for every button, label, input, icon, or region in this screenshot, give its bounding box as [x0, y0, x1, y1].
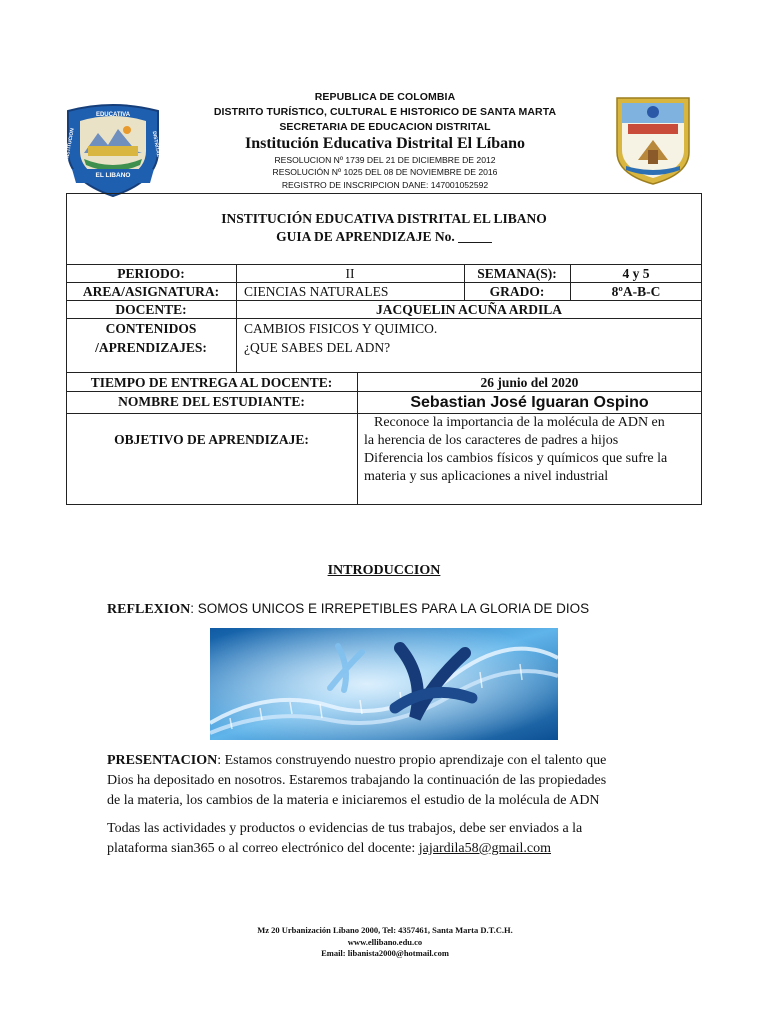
- grado-label: GRADO:: [489, 284, 545, 299]
- nombre-value: Sebastian José Iguaran Ospino: [410, 394, 649, 411]
- objetivo-label: OBJETIVO DE APRENDIZAJE:: [114, 432, 309, 447]
- row-divider: [66, 391, 702, 392]
- semana-label: SEMANA(S):: [477, 266, 557, 281]
- header-republic: REPUBLICA DE COLOMBIA: [314, 91, 456, 103]
- header-resolution-2: RESOLUCIÓN Nº 1025 DEL 08 DE NOVIEMBRE DE 2016: [272, 167, 498, 177]
- header-institution-title: Institución Educativa Distrital El Líbano: [244, 135, 526, 152]
- reflexion-text: : SOMOS UNICOS E IRREPETIBLES PARA LA GLORIA DE DIOS: [190, 601, 590, 616]
- row-divider: [66, 413, 702, 414]
- area-label: AREA/ASIGNATURA:: [82, 284, 220, 299]
- entrega-line-1: Todas las actividades y productos o evidencias de tus trabajos, debe ser enviados a la: [107, 821, 583, 836]
- row-divider: [66, 318, 702, 319]
- contenidos-value-1: CAMBIOS FISICOS Y QUIMICO.: [244, 321, 438, 336]
- shield-right-text: DISTRITAL: [150, 130, 162, 158]
- row-divider: [66, 372, 702, 373]
- objetivo-line-4: materia y sus aplicaciones a nivel industrial: [364, 469, 609, 484]
- grado-value: 8ºA-B-C: [611, 284, 661, 299]
- presentacion-line-1: [107, 751, 667, 771]
- header-secretaria: SECRETARIA DE EDUCACION DISTRITAL: [279, 121, 491, 133]
- school-shield-logo: [64, 103, 162, 198]
- presentacion-line-2: Dios ha depositado en nosotros. Estaremos trabajando la continuación de las propiedades: [107, 773, 607, 788]
- city-shield-logo: [614, 92, 692, 186]
- contenidos-value-2: ¿QUE SABES DEL ADN?: [244, 340, 391, 355]
- semana-value: 4 y 5: [622, 266, 650, 281]
- presentacion-text-1: : Estamos construyendo nuestro propio aprendizaje con el talento que: [217, 753, 607, 768]
- footer-email[interactable]: Email: libanista2000@hotmail.com: [321, 948, 449, 958]
- objetivo-line-3: Diferencia los cambios físicos y químicos que sufre la: [364, 451, 668, 466]
- entrega-line-2: [107, 839, 667, 859]
- entrega-paragraph: [107, 819, 667, 859]
- docente-value: JACQUELIN ACUÑA ARDILA: [375, 302, 563, 317]
- row-divider: [66, 300, 702, 301]
- footer-website[interactable]: www.ellibano.edu.co: [347, 937, 423, 947]
- reflexion-label: REFLEXION: [107, 602, 191, 617]
- shield-left-text: INSTITUCION: [64, 127, 76, 161]
- presentacion-paragraph: [107, 751, 667, 811]
- guide-title: GUIA DE APRENDIZAJE No. _____: [276, 229, 492, 244]
- shield-bottom-text: EL LIBANO: [95, 172, 131, 179]
- dna-image: [210, 628, 558, 740]
- tiempo-label: TIEMPO DE ENTREGA AL DOCENTE:: [90, 375, 333, 390]
- area-value: CIENCIAS NATURALES: [244, 284, 389, 299]
- row-divider: [66, 282, 702, 283]
- objetivo-line-2: la herencia de los caracteres de padres a hijos: [364, 433, 619, 448]
- presentacion-line-3: de la materia, los cambios de la materia e iniciaremos el estudio de la molécula de ADN: [107, 793, 600, 808]
- periodo-label: PERIODO:: [117, 266, 185, 281]
- tiempo-value: 26 junio del 2020: [480, 375, 579, 390]
- guide-institution: INSTITUCIÓN EDUCATIVA DISTRITAL EL LIBANO: [221, 211, 547, 226]
- contenidos-label-2: /APRENDIZAJES:: [95, 340, 207, 355]
- objetivo-line-1: Reconoce la importancia de la molécula de ADN en: [374, 415, 665, 430]
- docente-label: DOCENTE:: [115, 302, 187, 317]
- teacher-email-link[interactable]: jajardila58@gmail.com: [418, 841, 552, 856]
- periodo-value: II: [345, 266, 355, 281]
- header-dane: REGISTRO DE INSCRIPCION DANE: 147001052592: [281, 180, 489, 190]
- entrega-line-2-text: plataforma sian365 o al correo electrónico del docente:: [107, 841, 419, 856]
- col-divider: [357, 372, 358, 505]
- footer-address: Mz 20 Urbanización Líbano 2000, Tel: 4357461, Santa Marta D.T.C.H.: [257, 925, 513, 935]
- contenidos-label-1: CONTENIDOS: [105, 321, 197, 336]
- intro-heading: INTRODUCCION: [327, 563, 441, 578]
- header-resolution-1: RESOLUCION Nº 1739 DEL 21 DE DICIEMBRE DE 2012: [274, 155, 496, 165]
- shield-top-text: EDUCATIVA: [95, 112, 131, 118]
- nombre-label: NOMBRE DEL ESTUDIANTE:: [118, 394, 305, 409]
- reflexion-paragraph: [107, 599, 667, 620]
- header-district: DISTRITO TURÍSTICO, CULTURAL E HISTORICO DE SANTA MARTA: [213, 106, 557, 118]
- row-divider: [66, 264, 702, 265]
- presentacion-label: PRESENTACION: [107, 753, 218, 768]
